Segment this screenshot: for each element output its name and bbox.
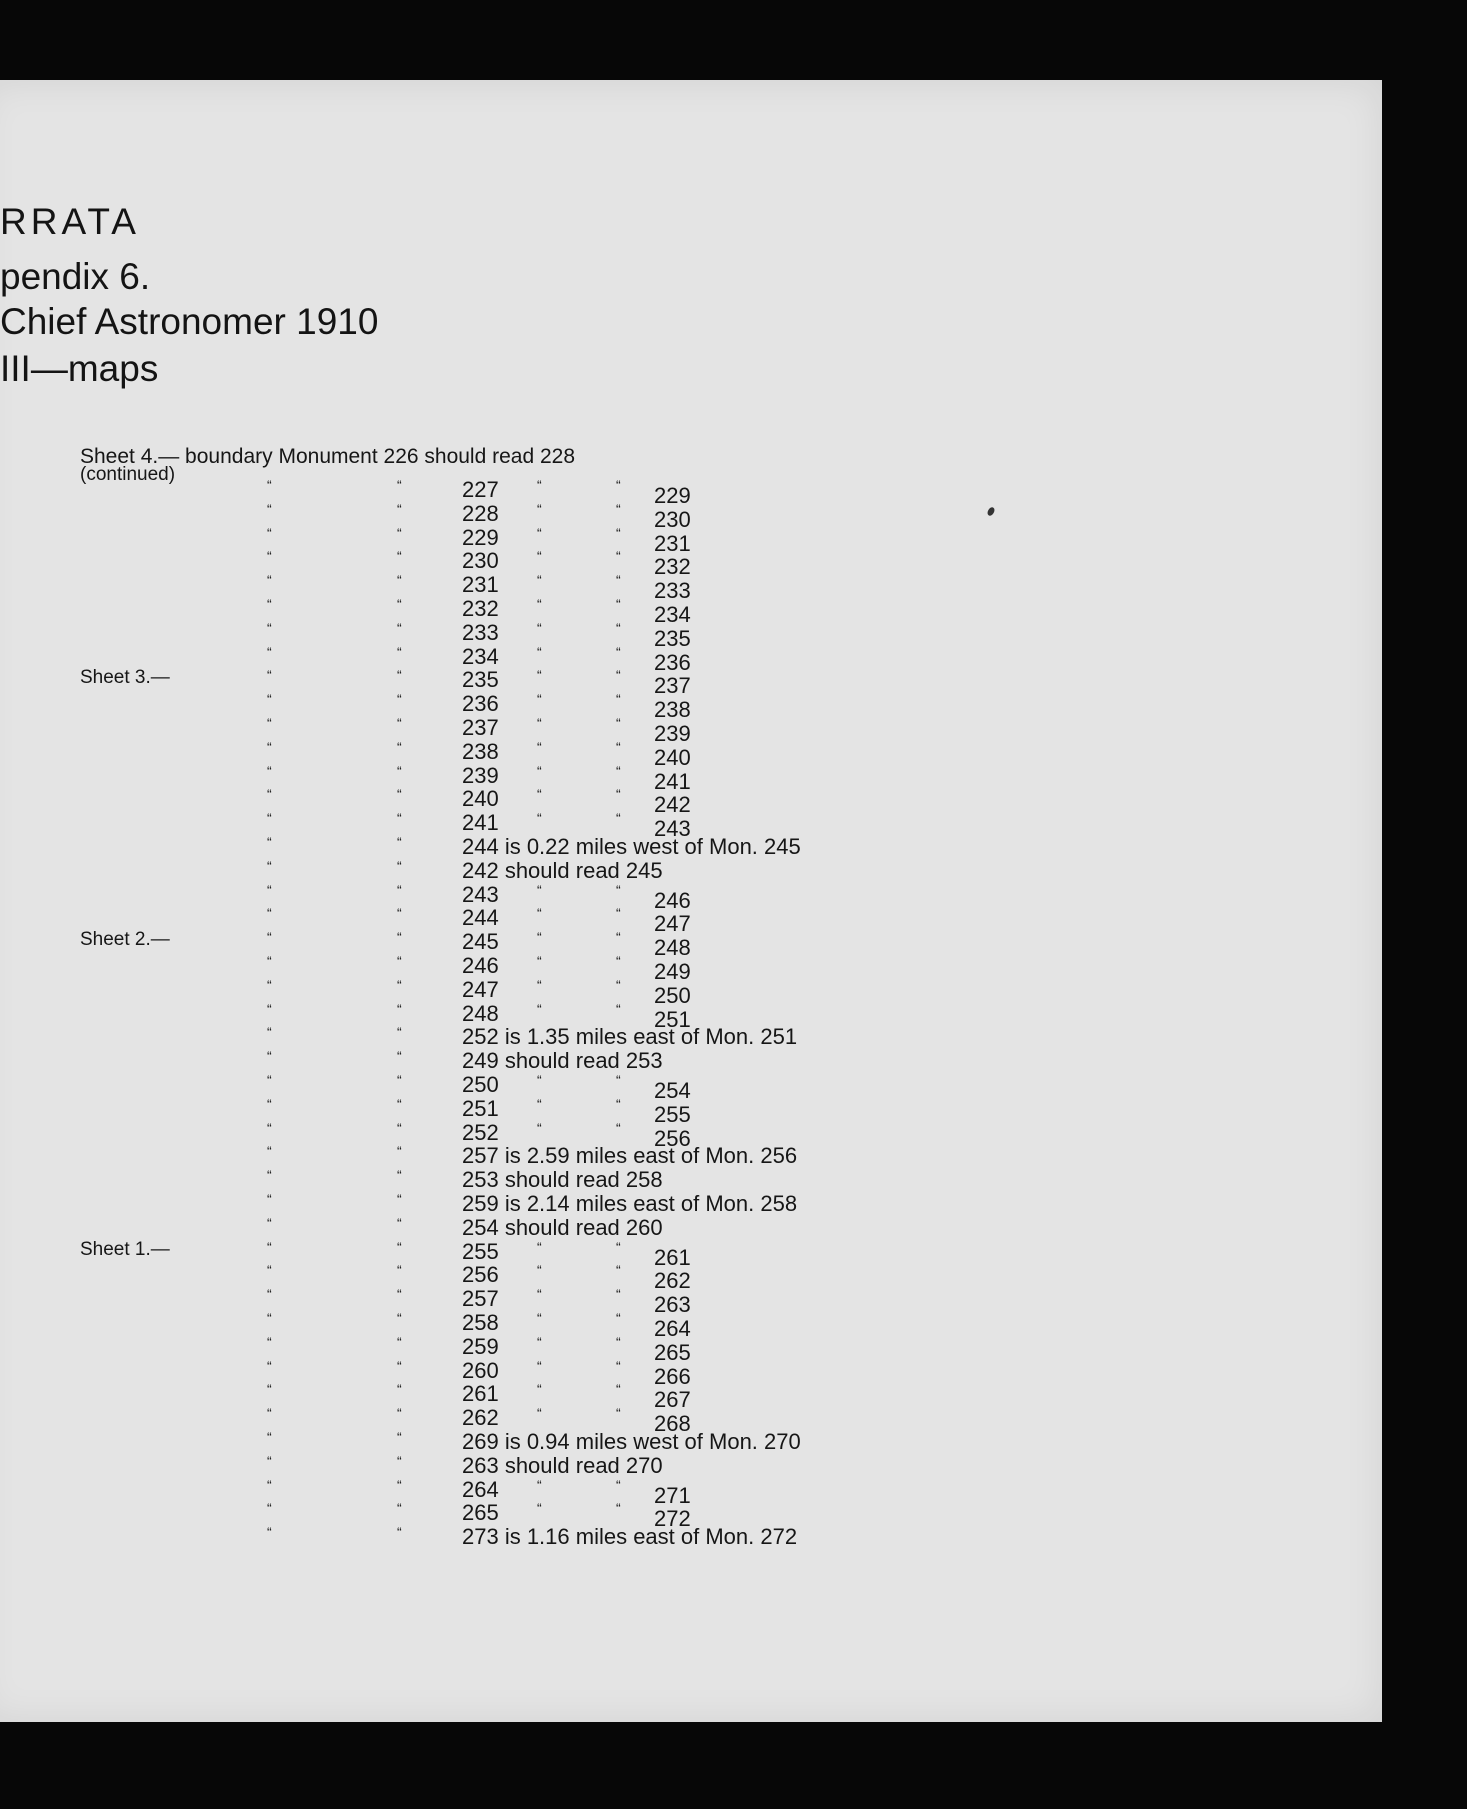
ditto-mark: “ (537, 643, 542, 660)
errata-row (0, 1192, 900, 1216)
corrected-number: 230 (654, 506, 691, 532)
corrected-number: 248 (654, 935, 691, 961)
monument-number: 241 (462, 810, 499, 836)
ditto-mark: “ (616, 643, 621, 660)
ditto-mark: “ (397, 500, 402, 517)
monument-number: 250 (462, 1072, 499, 1097)
ditto-mark: “ (537, 477, 542, 493)
ditto-mark: “ (616, 1238, 621, 1255)
corrected-number: 255 (654, 1101, 691, 1127)
monument-number: 229 (462, 524, 499, 550)
ditto-mark: “ (397, 1381, 402, 1398)
ditto-mark: “ (267, 762, 272, 779)
errata-row (0, 1262, 900, 1294)
ditto-mark: “ (397, 738, 402, 755)
ditto-mark: “ (267, 1286, 272, 1303)
monument-number: 227 (462, 477, 499, 502)
ditto-mark: “ (397, 643, 402, 660)
ditto-mark: “ (397, 477, 402, 493)
ditto-mark: “ (267, 596, 272, 612)
ditto-mark: “ (616, 500, 621, 517)
errata-row (0, 810, 900, 842)
ditto-mark: “ (267, 500, 272, 517)
ditto-mark: “ (537, 596, 542, 612)
ditto-mark: “ (537, 715, 542, 731)
ditto-mark: “ (537, 1238, 542, 1255)
title-part: III—maps (0, 348, 159, 389)
corrected-number: 231 (654, 530, 691, 556)
monument-number: 251 (462, 1095, 499, 1121)
ditto-mark: “ (267, 1095, 272, 1112)
errata-row (0, 859, 900, 883)
monument-number: 255 (462, 1238, 499, 1264)
ditto-mark: “ (616, 929, 621, 946)
errata-row (0, 905, 900, 937)
monument-number: 244 (462, 905, 499, 931)
errata-row (0, 1216, 900, 1240)
ditto-mark: “ (397, 596, 402, 612)
errata-header-line: Sheet 4.— boundary Monument 226 should read 228 (80, 445, 576, 468)
ditto-mark: “ (397, 1357, 402, 1374)
ditto-mark: “ (616, 1476, 621, 1493)
monument-number: 235 (462, 667, 499, 693)
corrected-number: 250 (654, 982, 691, 1008)
ditto-mark: “ (267, 477, 272, 493)
ditto-mark: “ (267, 834, 272, 850)
ditto-mark: “ (616, 810, 621, 827)
ditto-mark: “ (537, 1000, 542, 1017)
errata-row (0, 1286, 900, 1318)
errata-row (0, 500, 900, 532)
ditto-mark: “ (537, 810, 542, 827)
errata-note: 263 should read 270 (462, 1452, 663, 1478)
ditto-mark: “ (616, 1119, 621, 1136)
ditto-mark: “ (267, 1143, 272, 1160)
ditto-mark: “ (537, 786, 542, 803)
errata-row (0, 548, 900, 580)
monument-number: 232 (462, 596, 499, 621)
errata-row (0, 953, 900, 984)
monument-number: 261 (462, 1381, 499, 1407)
ditto-mark: “ (267, 1333, 272, 1350)
ditto-mark: “ (537, 976, 542, 993)
ditto-mark: “ (267, 881, 272, 898)
ditto-mark: “ (397, 929, 402, 946)
errata-row (0, 1454, 900, 1478)
errata-row (0, 1525, 900, 1549)
continued-label: (continued) (80, 464, 176, 485)
ditto-mark: “ (397, 1191, 402, 1207)
errata-row (0, 1381, 900, 1413)
errata-row (0, 1119, 900, 1151)
ditto-mark: “ (397, 762, 402, 779)
ditto-mark: “ (616, 524, 621, 541)
monument-number: 264 (462, 1476, 499, 1502)
ditto-mark: “ (267, 810, 272, 827)
ditto-mark: “ (267, 572, 272, 589)
ditto-mark: “ (537, 1500, 542, 1517)
ditto-mark: “ (616, 619, 621, 636)
errata-row (0, 524, 900, 556)
errata-row (0, 1357, 900, 1389)
ditto-mark: “ (397, 881, 402, 898)
corrected-number: 264 (654, 1316, 691, 1341)
ditto-mark: “ (616, 596, 621, 612)
monument-number: 265 (462, 1500, 499, 1526)
errata-note: 259 is 2.14 miles east of Mon. 258 (462, 1191, 798, 1216)
ditto-mark: “ (267, 524, 272, 541)
ditto-mark: “ (397, 1476, 402, 1493)
corrected-number: 263 (654, 1292, 691, 1318)
ditto-mark: “ (537, 881, 542, 898)
ditto-mark: “ (267, 1238, 272, 1255)
ditto-mark: “ (616, 691, 621, 708)
ditto-mark: “ (397, 1072, 402, 1088)
errata-row (0, 691, 900, 723)
monument-number: 228 (462, 500, 499, 526)
ditto-mark: “ (267, 1000, 272, 1017)
monument-number: 252 (462, 1119, 499, 1145)
ditto-mark: “ (267, 1072, 272, 1088)
ditto-mark: “ (616, 881, 621, 898)
monument-number: 262 (462, 1405, 499, 1431)
ditto-mark: “ (267, 1381, 272, 1398)
errata-row (0, 762, 900, 794)
ditto-mark: “ (267, 857, 272, 874)
errata-row (0, 786, 900, 818)
monument-number: 247 (462, 976, 499, 1002)
errata-note: 249 should read 253 (462, 1048, 663, 1074)
ditto-mark: “ (397, 1524, 402, 1541)
ditto-mark: “ (397, 857, 402, 874)
ditto-mark: “ (267, 905, 272, 922)
ditto-mark: “ (616, 738, 621, 755)
ditto-mark: “ (267, 786, 272, 803)
errata-note: 269 is 0.94 miles west of Mon. 270 (462, 1429, 801, 1454)
errata-row (0, 881, 900, 913)
ditto-mark: “ (537, 1119, 542, 1136)
corrected-number: 256 (654, 1125, 691, 1151)
errata-row (0, 1072, 900, 1103)
errata-note: 242 should read 245 (462, 857, 663, 883)
corrected-number: 261 (654, 1244, 691, 1270)
ditto-mark: “ (616, 953, 621, 969)
ditto-mark: “ (397, 1095, 402, 1112)
ditto-mark: “ (267, 1405, 272, 1422)
ditto-mark: “ (537, 1476, 542, 1493)
monument-number: 243 (462, 881, 499, 907)
errata-note: 244 is 0.22 miles west of Mon. 245 (462, 834, 801, 859)
ditto-mark: “ (397, 1500, 402, 1517)
corrected-number: 238 (654, 697, 691, 723)
ditto-mark: “ (537, 1405, 542, 1422)
ditto-mark: “ (537, 1072, 542, 1088)
errata-row (0, 929, 900, 961)
monument-number: 237 (462, 715, 499, 740)
ditto-mark: “ (267, 976, 272, 993)
ditto-mark: “ (616, 976, 621, 993)
ditto-mark: “ (616, 1072, 621, 1088)
ditto-mark: “ (537, 524, 542, 541)
monument-number: 238 (462, 738, 499, 764)
errata-row (0, 835, 900, 859)
corrected-number: 247 (654, 911, 691, 937)
ditto-mark: “ (537, 667, 542, 684)
errata-row (0, 738, 900, 770)
corrected-number: 243 (654, 816, 691, 842)
title-errata: RRATA (0, 201, 140, 242)
errata-row (0, 1095, 900, 1127)
errata-note: 252 is 1.35 miles east of Mon. 251 (462, 1024, 798, 1050)
ditto-mark: “ (397, 976, 402, 993)
ditto-mark: “ (616, 1357, 621, 1374)
errata-row (0, 1000, 900, 1032)
ditto-mark: “ (267, 643, 272, 660)
corrected-number: 233 (654, 578, 691, 604)
corrected-number: 241 (654, 768, 691, 794)
ditto-mark: “ (267, 1048, 272, 1065)
monument-number: 246 (462, 953, 499, 978)
ditto-mark: “ (537, 619, 542, 636)
errata-row (0, 477, 900, 508)
monument-number: 256 (462, 1262, 499, 1288)
ditto-mark: “ (616, 1310, 621, 1326)
ditto-mark: “ (267, 1452, 272, 1469)
ditto-mark: “ (537, 1333, 542, 1350)
ditto-mark: “ (397, 810, 402, 827)
ditto-mark: “ (267, 1119, 272, 1136)
ditto-mark: “ (397, 1143, 402, 1160)
corrected-number: 229 (654, 483, 691, 508)
ditto-mark: “ (537, 929, 542, 946)
ditto-mark: “ (616, 667, 621, 684)
corrected-number: 268 (654, 1411, 691, 1437)
errata-row (0, 1476, 900, 1508)
monument-number: 257 (462, 1286, 499, 1312)
corrected-number: 242 (654, 792, 691, 818)
ditto-mark: “ (397, 1167, 402, 1184)
corrected-number: 272 (654, 1506, 691, 1532)
ditto-mark: “ (397, 1024, 402, 1041)
corrected-number: 254 (654, 1078, 691, 1103)
ditto-mark: “ (397, 905, 402, 922)
errata-note: 253 should read 258 (462, 1167, 663, 1193)
ditto-mark: “ (397, 667, 402, 684)
errata-row (0, 1500, 900, 1532)
ditto-mark: “ (397, 572, 402, 589)
errata-row (0, 1025, 900, 1049)
ditto-mark: “ (267, 667, 272, 684)
corrected-number: 235 (654, 625, 691, 651)
ditto-mark: “ (537, 953, 542, 969)
ditto-mark: “ (537, 1381, 542, 1398)
ditto-mark: “ (537, 691, 542, 708)
ditto-mark: “ (267, 738, 272, 755)
ditto-mark: “ (397, 1333, 402, 1350)
monument-number: 245 (462, 929, 499, 955)
ditto-mark: “ (397, 1452, 402, 1469)
errata-row (0, 643, 900, 675)
ditto-mark: “ (537, 1286, 542, 1303)
corrected-number: 267 (654, 1387, 691, 1413)
ditto-mark: “ (616, 762, 621, 779)
ditto-mark: “ (616, 477, 621, 493)
monument-number: 236 (462, 691, 499, 717)
ditto-mark: “ (537, 1262, 542, 1279)
ditto-mark: “ (267, 715, 272, 731)
ditto-mark: “ (397, 1405, 402, 1422)
ditto-mark: “ (616, 715, 621, 731)
ditto-mark: “ (616, 1333, 621, 1350)
ditto-mark: “ (397, 691, 402, 708)
errata-row (0, 619, 900, 651)
corrected-number: 251 (654, 1006, 691, 1032)
monument-number: 240 (462, 786, 499, 812)
ditto-mark: “ (616, 1000, 621, 1017)
monument-number: 259 (462, 1333, 499, 1359)
errata-row (0, 715, 900, 746)
ditto-mark: “ (267, 619, 272, 636)
monument-number: 234 (462, 643, 499, 669)
corrected-number: 236 (654, 649, 691, 675)
corrected-number: 239 (654, 721, 691, 746)
errata-row (0, 1238, 900, 1270)
corrected-number: 265 (654, 1339, 691, 1365)
monument-number: 230 (462, 548, 499, 574)
ditto-mark: “ (397, 834, 402, 850)
ditto-mark: “ (397, 953, 402, 969)
ditto-mark: “ (397, 1119, 402, 1136)
ditto-mark: “ (267, 1024, 272, 1041)
ditto-mark: “ (267, 1310, 272, 1326)
ditto-mark: “ (616, 1286, 621, 1303)
ditto-mark: “ (397, 1214, 402, 1231)
ditto-mark: “ (537, 1310, 542, 1326)
ditto-mark: “ (267, 1357, 272, 1374)
ditto-mark: “ (616, 1262, 621, 1279)
sheet-label: Sheet 1.— (80, 1238, 170, 1260)
ditto-mark: “ (397, 1048, 402, 1065)
ditto-mark: “ (616, 572, 621, 589)
ditto-mark: “ (616, 786, 621, 803)
ditto-mark: “ (616, 548, 621, 565)
ditto-mark: “ (537, 572, 542, 589)
ditto-mark: “ (397, 1238, 402, 1255)
monument-number: 258 (462, 1310, 499, 1335)
errata-row (0, 1049, 900, 1073)
ditto-mark: “ (267, 929, 272, 946)
ditto-mark: “ (267, 1191, 272, 1207)
ditto-mark: “ (267, 1429, 272, 1445)
monument-number: 231 (462, 572, 499, 598)
corrected-number: 246 (654, 887, 691, 913)
errata-row (0, 1144, 900, 1168)
sheet-label: Sheet 2.— (80, 929, 170, 951)
ditto-mark: “ (397, 1000, 402, 1017)
errata-row (0, 1310, 900, 1341)
ditto-mark: “ (397, 548, 402, 565)
ditto-mark: “ (397, 619, 402, 636)
errata-row (0, 1168, 900, 1192)
title-appendix: pendix 6. (0, 256, 151, 297)
errata-note: 273 is 1.16 miles east of Mon. 272 (462, 1524, 798, 1550)
errata-row (0, 596, 900, 627)
monument-number: 260 (462, 1357, 499, 1383)
corrected-number: 240 (654, 744, 691, 770)
errata-note: 254 should read 260 (462, 1214, 663, 1240)
corrected-number: 232 (654, 554, 691, 580)
ditto-mark: “ (537, 762, 542, 779)
corrected-number: 262 (654, 1268, 691, 1294)
ditto-mark: “ (267, 548, 272, 565)
ditto-mark: “ (267, 1500, 272, 1517)
ditto-mark: “ (397, 1429, 402, 1445)
ditto-mark: “ (537, 1095, 542, 1112)
ditto-mark: “ (537, 548, 542, 565)
ditto-mark: “ (616, 1405, 621, 1422)
corrected-number: 237 (654, 673, 691, 699)
errata-row (0, 572, 900, 604)
errata-row (0, 976, 900, 1008)
title-report: Chief Astronomer 1910 (0, 301, 379, 342)
ditto-mark: “ (537, 738, 542, 755)
ditto-mark: “ (616, 1095, 621, 1112)
corrected-number: 249 (654, 959, 691, 984)
ditto-mark: “ (397, 1286, 402, 1303)
ditto-mark: “ (397, 715, 402, 731)
ditto-mark: “ (616, 905, 621, 922)
errata-note: 257 is 2.59 miles east of Mon. 256 (462, 1143, 798, 1169)
ditto-mark: “ (267, 1214, 272, 1231)
ditto-mark: “ (397, 1262, 402, 1279)
monument-number: 233 (462, 619, 499, 645)
errata-row (0, 667, 900, 699)
ditto-mark: “ (616, 1500, 621, 1517)
monument-number: 239 (462, 762, 499, 788)
ditto-mark: “ (616, 1381, 621, 1398)
ditto-mark: “ (267, 1262, 272, 1279)
ditto-mark: “ (267, 1476, 272, 1493)
corrected-number: 266 (654, 1363, 691, 1389)
ditto-mark: “ (267, 1524, 272, 1541)
corrected-number: 234 (654, 602, 691, 627)
ditto-mark: “ (537, 1357, 542, 1374)
corrected-number: 271 (654, 1482, 691, 1508)
sheet-label: Sheet 3.— (80, 667, 170, 689)
errata-row (0, 1333, 900, 1365)
ditto-mark: “ (397, 786, 402, 803)
ditto-mark: “ (537, 500, 542, 517)
ditto-mark: “ (267, 953, 272, 969)
ditto-mark: “ (397, 1310, 402, 1326)
errata-row (0, 1430, 900, 1454)
monument-number: 248 (462, 1000, 499, 1026)
errata-row (0, 1405, 900, 1437)
ditto-mark: “ (267, 1167, 272, 1184)
ditto-mark: “ (267, 691, 272, 708)
ditto-mark: “ (397, 524, 402, 541)
ditto-mark: “ (537, 905, 542, 922)
